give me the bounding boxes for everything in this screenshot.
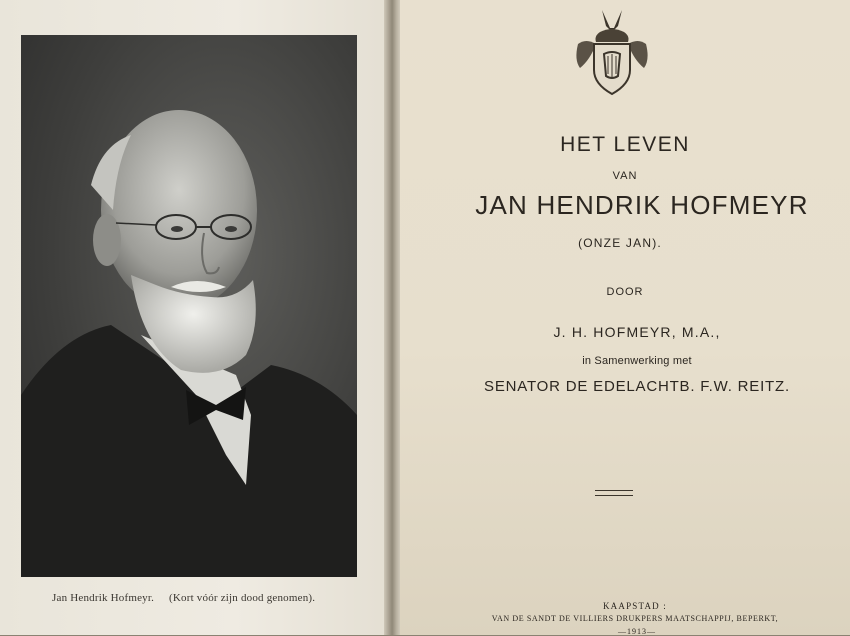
subject-name: JAN HENDRIK HOFMEYR [475,190,809,220]
publication-year: —1913— [618,627,656,636]
book-title: HET LEVEN [560,133,690,156]
heraldic-crest-icon [572,4,652,98]
coauthor-name: SENATOR DE EDELACHTB. F.W. REITZ. [484,378,790,395]
title-door: DOOR [606,286,644,298]
publisher-name: VAN DE SANDT DE VILLIERS DRUKPERS MAATSCHAPPIJ, BEPERKT, [491,614,779,623]
author-name: J. H. HOFMEYR, M.A., [553,324,721,340]
subject-nickname: (ONZE JAN). [578,236,662,250]
double-rule-top [595,490,633,491]
collaboration-note: in Samenwerking met [582,355,692,367]
caption-note: (Kort vóór zijn dood genomen). [169,592,316,604]
portrait-caption [52,592,382,604]
publisher-place: KAAPSTAD : [602,601,668,611]
portrait-photo [21,35,357,577]
title-van: VAN [612,170,638,182]
double-rule-bottom [595,495,633,496]
caption-name: Jan Hendrik Hofmeyr. [52,592,155,604]
